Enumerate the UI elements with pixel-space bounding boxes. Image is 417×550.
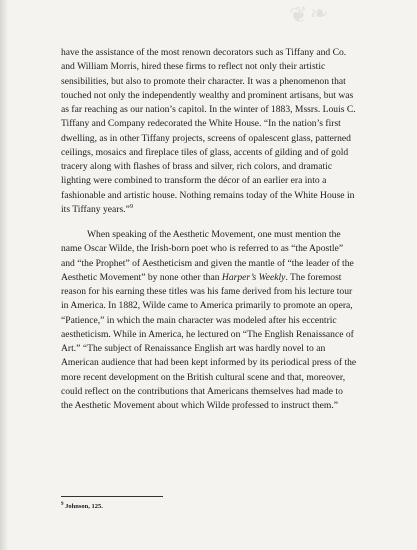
text-fragment: . The foremost <box>285 271 342 283</box>
watermark-logo: ❦❧ <box>288 1 332 29</box>
text-line: the Aesthetic Movement about which Wilde professed to instruct them.” <box>61 400 339 411</box>
text-line: American audience that had been kept informed by its periodical press of the <box>61 357 357 369</box>
footnote-reference: 9 <box>129 202 134 210</box>
text-line: more recent development on the British cultural scene and that, moreover, <box>61 371 346 383</box>
text-line: sensibilities, but also to promote their character. It was a phenomenon that <box>61 75 346 87</box>
text-line: name Oscar Wilde, the Irish-born poet who is referred to as “the Apostle” <box>61 243 344 255</box>
text-line <box>61 271 391 285</box>
text-line: Art.” “The subject of Renaissance English art was hardly novel to an <box>61 343 326 354</box>
text-line: tracery along with flashes of brass and silver, rich colors, and dramatic <box>61 161 333 172</box>
text-line: aestheticism. While in America, he lectured on “The English Renaissance of <box>61 328 354 340</box>
footnote-divider <box>61 496 163 497</box>
footnote-mark: 9 <box>61 501 64 507</box>
text-line: When speaking of the Aesthetic Movement, one must mention the <box>87 229 341 240</box>
paragraph-2 <box>61 228 391 413</box>
text-line: ceilings, mosaics and fireplace tiles of glass, accents of gilding and of gold <box>61 146 349 158</box>
text-line: in America. In 1882, Wilde came to America primarily to promote an opera, <box>61 300 353 312</box>
text-line: and William Morris, hired these firms to reflect not only their artistic <box>61 61 326 73</box>
text-line <box>61 203 391 217</box>
text-line: “Patience,” in which the main character was modeled after his eccentric <box>61 314 337 326</box>
text-fragment: Aesthetic Movement” by none other than <box>61 271 222 283</box>
scan-shadow <box>0 0 8 550</box>
text-line: have the assistance of the most renown decorators such as Tiffany and Co. <box>61 47 347 58</box>
text-line: reason for his earning these titles was his fame derived from his lecture tour <box>61 286 353 297</box>
text-line: and “the Prophet” of Aestheticism and given the mantle of “the leader of the <box>61 257 354 269</box>
text-line: touched not only the independently wealthy and prominent artisans, but was <box>61 89 354 101</box>
italic-title: Harper’s Weekly <box>221 271 286 283</box>
text-line: dwelling, as in other Tiffany projects, screens of opalescent glass, patterned <box>61 132 351 144</box>
footnote-text: Johnson, 125. <box>63 503 103 510</box>
text-line: could reflect on the contributions that Americans themselves had made to <box>61 385 343 397</box>
text-line: as far reaching as our nation’s capitol. In the winter of 1883, Mssrs. Louis C. <box>61 104 356 115</box>
text-fragment: its Tiffany years.” <box>61 203 130 215</box>
text-line: lighting were combined to transform the décor of an earlier era into a <box>61 175 327 187</box>
footnote <box>61 503 103 511</box>
text-line: fashionable and artistic house. Nothing remains today of the White House in <box>61 189 355 201</box>
text-line: Tiffany and Company redecorated the White House. “In the nation’s first <box>61 118 341 130</box>
paragraph-1 <box>61 46 391 217</box>
